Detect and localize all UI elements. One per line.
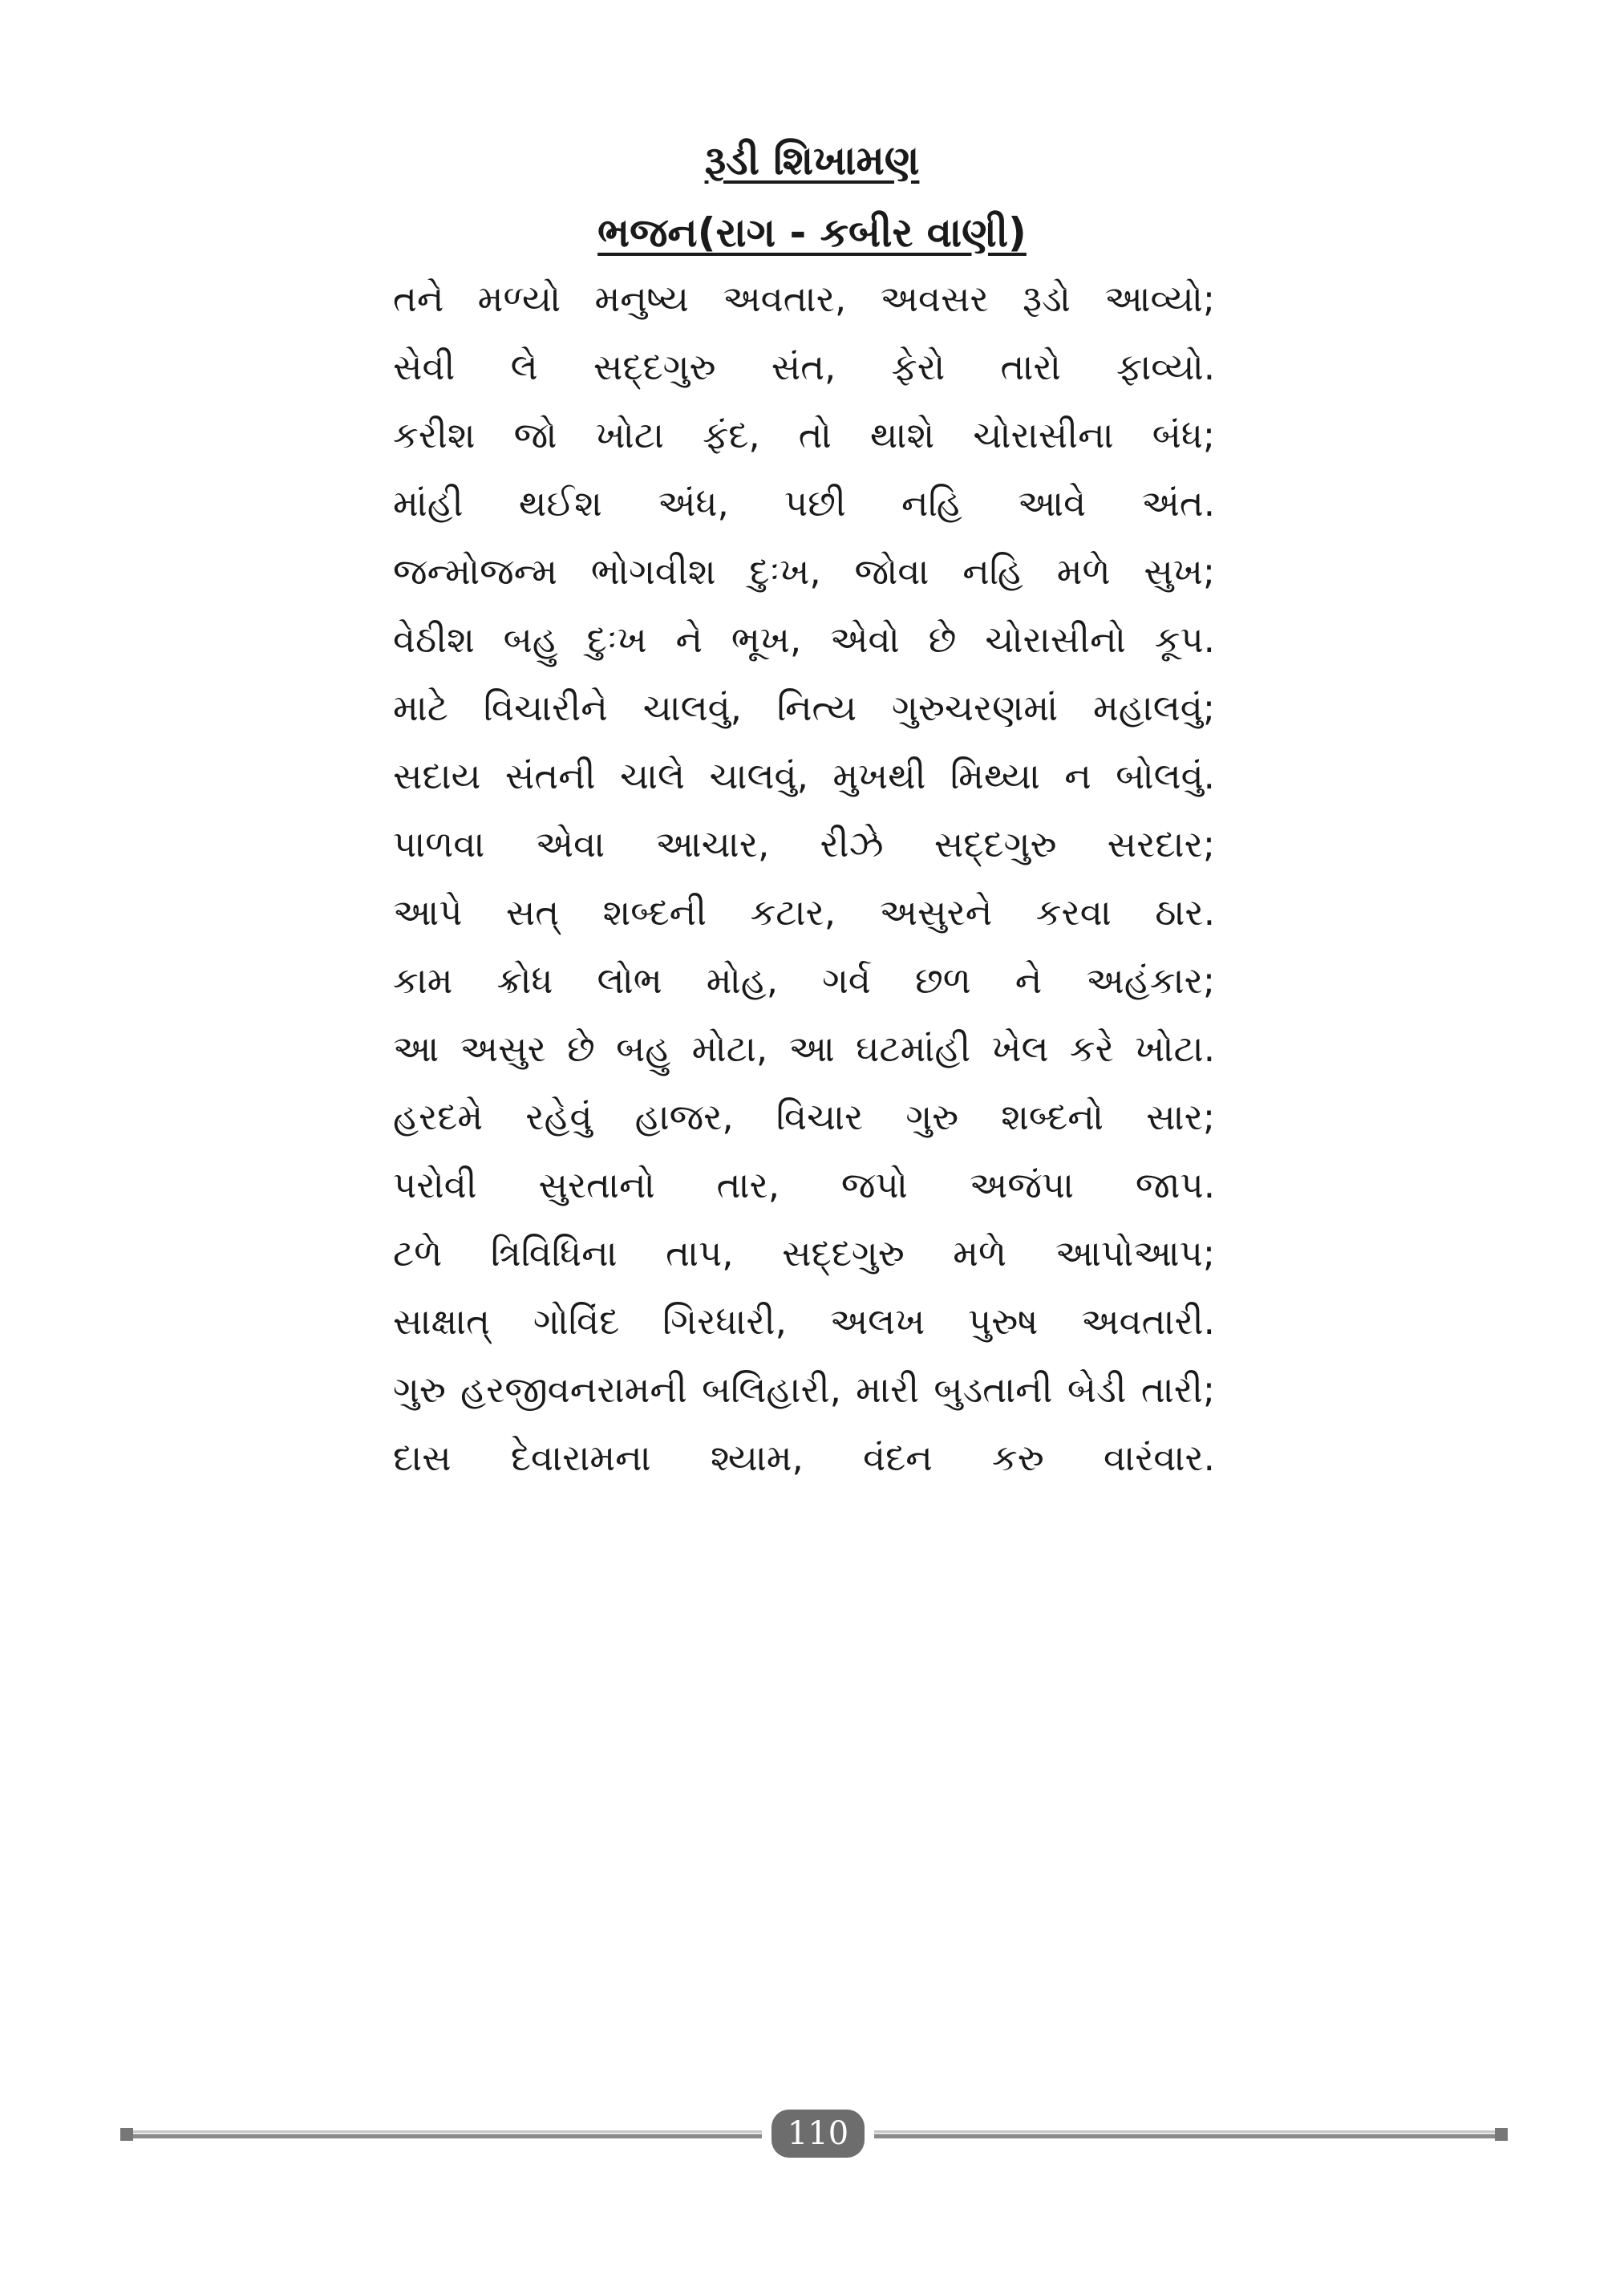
page-number: 110 [772, 2110, 865, 2158]
verse-line: ગુરુ હરજીવનરામની બલિહારી, મારી બુડતાની બેડી તારી; [393, 1368, 1215, 1411]
page-footer [120, 2110, 1508, 2158]
verse-line: વેઠીશ બહુ દુઃખ ને ભૂખ, એવો છે ચોરાસીનો કૂપ. [393, 618, 1215, 661]
verse-line: કામ ક્રોધ લોભ મોહ, ગર્વ છળ ને અહંકાર; [393, 959, 1215, 1002]
verse-line: સેવી લે સદ્દગુરુ સંત, ફેરો તારો ફાવ્યો. [393, 346, 1215, 388]
footer-rule-left [120, 2130, 762, 2138]
verse-line: પરોવી સુરતાનો તાર, જપો અજંપા જાપ. [393, 1164, 1215, 1206]
footer-rule-end-right [1495, 2128, 1508, 2141]
verse-line: માંહી થઈશ અંધ, પછી નહિ આવે અંત. [393, 482, 1215, 525]
page-subtitle: ભજન(રાગ - કબીર વાણી) [597, 209, 1027, 256]
verse-line: કરીશ જો ખોટા ફંદ, તો થાશે ચોરાસીના બંધ; [393, 414, 1215, 456]
footer-rule-end-left [120, 2128, 133, 2141]
verse-line: આ અસુર છે બહુ મોટા, આ ઘટમાંહી ખેલ કરે ખોટા. [393, 1027, 1215, 1070]
verse-line: હરદમે રહેવું હાજર, વિચાર ગુરુ શબ્દનો સાર; [393, 1096, 1215, 1138]
verse-line: ટળે ત્રિવિધિના તાપ, સદ્દગુરુ મળે આપોઆપ; [393, 1232, 1215, 1275]
verse-line: સદાય સંતની ચાલે ચાલવું, મુખથી મિથ્યા ન બોલવું. [393, 755, 1215, 797]
verse-line: પાળવા એવા આચાર, રીઝે સદ્દગુરુ સરદાર; [393, 823, 1215, 865]
verse-line: દાસ દેવારામના શ્યામ, વંદન કરુ વારંવાર. [393, 1437, 1215, 1479]
verse-line: જન્મોજન્મ ભોગવીશ દુઃખ, જોવા નહિ મળે સુખ; [393, 550, 1215, 593]
page-title: રૂડી શિખામણ [704, 137, 920, 184]
verse-line: સાક્ષાત્ ગોવિંદ ગિરધારી, અલખ પુરુષ અવતારી. [393, 1300, 1215, 1343]
verse-block [393, 265, 1215, 1492]
verse-line: તને મળ્યો મનુષ્ય અવતાર, અવસર રૂડો આવ્યો; [393, 278, 1215, 320]
footer-rule-right [874, 2130, 1508, 2138]
verse-line: માટે વિચારીને ચાલવું, નિત્ય ગુરુચરણમાં મહાલવું; [393, 687, 1215, 729]
verse-line: આપે સત્ શબ્દની કટાર, અસુરને કરવા ઠાર. [393, 891, 1215, 934]
